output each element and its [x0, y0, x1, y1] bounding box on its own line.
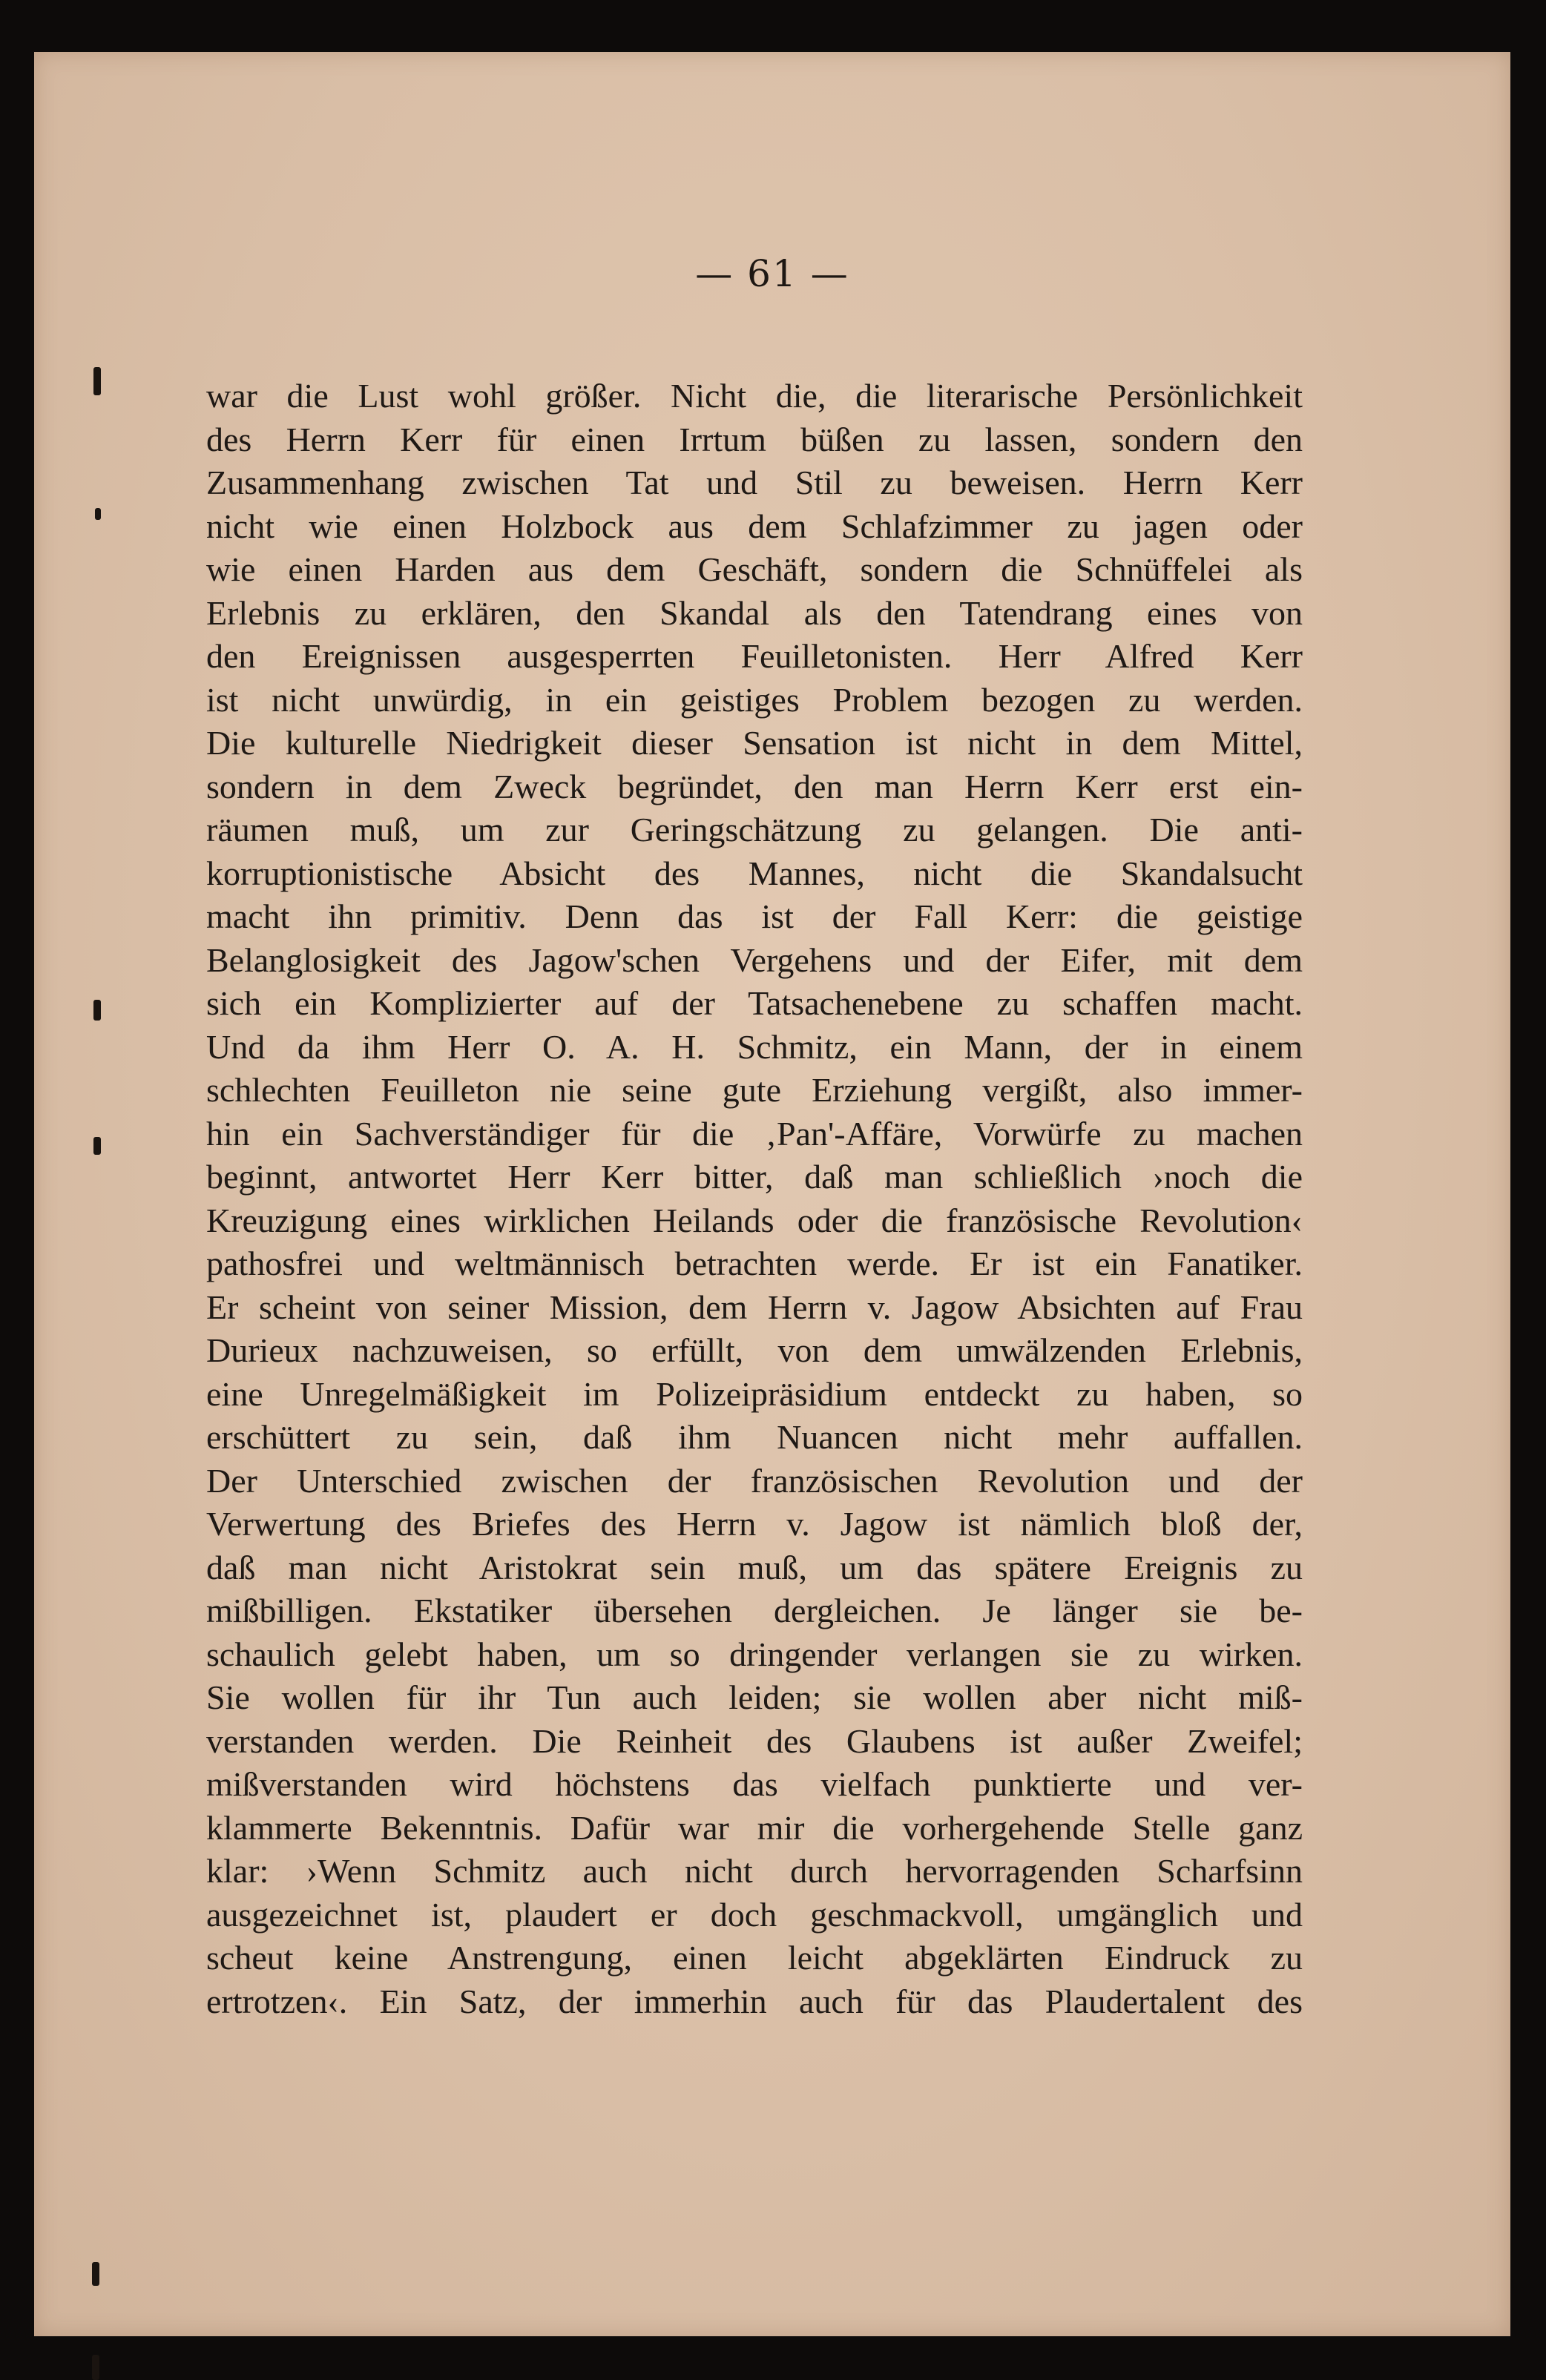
text-line: schaulich gelebt haben, um so dringender verlangen sie zu wirken. [206, 1635, 1303, 1673]
text-line: mißverstanden wird höchstens das vielfach punktierte und ver- [206, 1765, 1303, 1803]
text-line: schlechten Feuilleton nie seine gute Erziehung vergißt, also immer- [206, 1071, 1303, 1109]
text-line: eine Unregelmäßigkeit im Polizeipräsidium entdeckt zu haben, so [206, 1374, 1303, 1413]
text-line: den Ereignissen ausgesperrten Feuilletonisten. Herr Alfred Kerr [206, 637, 1303, 675]
text-line: sich ein Komplizierter auf der Tatsachenebene zu schaffen macht. [206, 984, 1303, 1022]
text-line: Er scheint von seiner Mission, dem Herrn v. Jagow Absichten auf Frau [206, 1288, 1303, 1326]
binding-mark [92, 2355, 99, 2380]
text-line: ertrotzen‹. Ein Satz, der immerhin auch für das Plaudertalent des [206, 1982, 1303, 2020]
text-line: scheut keine Anstrengung, einen leicht abgeklärten Eindruck zu [206, 1939, 1303, 1977]
text-line: daß man nicht Aristokrat sein muß, um das spätere Ereignis zu [206, 1548, 1303, 1586]
text-line: nicht wie einen Holzbock aus dem Schlafzimmer zu jagen oder [206, 507, 1303, 545]
text-line: Sie wollen für ihr Tun auch leiden; sie wollen aber nicht miß- [206, 1678, 1303, 1716]
text-line: Die kulturelle Niedrigkeit dieser Sensation ist nicht in dem Mittel, [206, 724, 1303, 762]
page-number: — 61 — [695, 252, 849, 295]
text-line: Verwertung des Briefes des Herrn v. Jagow ist nämlich bloß der, [206, 1505, 1303, 1543]
text-line: sondern in dem Zweck begründet, den man Herrn Kerr erst ein- [206, 767, 1303, 805]
text-line: ist nicht unwürdig, in ein geistiges Problem bezogen zu werden. [206, 680, 1303, 719]
text-line: Erlebnis zu erklären, den Skandal als den Tatendrang eines von [206, 593, 1303, 632]
text-line: Der Unterschied zwischen der französischen Revolution und der [206, 1461, 1303, 1500]
binding-mark [95, 508, 101, 520]
text-line: räumen muß, um zur Geringschätzung zu gelangen. Die anti- [206, 811, 1303, 848]
binding-mark [92, 2262, 99, 2286]
text-line: war die Lust wohl größer. Nicht die, die literarische Persönlichkeit [206, 377, 1303, 415]
text-line: verstanden werden. Die Reinheit des Glaubens ist außer Zweifel; [206, 1721, 1303, 1760]
text-line: korruptionistische Absicht des Mannes, nicht die Skandalsucht [206, 854, 1303, 892]
binding-mark [93, 1137, 101, 1155]
text-line: hin ein Sachverständiger für die ‚Pan'-Affäre, Vorwürfe zu machen [206, 1114, 1303, 1153]
binding-mark [93, 1000, 101, 1021]
text-line: erschüttert zu sein, daß ihm Nuancen nicht mehr auffallen. [206, 1418, 1303, 1456]
text-line: wie einen Harden aus dem Geschäft, sondern die Schnüffelei als [206, 550, 1303, 588]
body-text [206, 375, 1303, 2023]
text-line: Und da ihm Herr O. A. H. Schmitz, ein Mann, der in einem [206, 1027, 1303, 1066]
text-line: Durieux nachzuweisen, so erfüllt, von dem umwälzenden Erlebnis, [206, 1331, 1303, 1369]
text-line: Belanglosigkeit des Jagow'schen Vergehens und der Eifer, mit dem [206, 940, 1303, 979]
text-line: des Herrn Kerr für einen Irrtum büßen zu lassen, sondern den [206, 420, 1303, 458]
binding-mark [93, 367, 101, 395]
text-line: Kreuzigung eines wirklichen Heilands oder die französische Revolution‹ [206, 1201, 1303, 1239]
text-line: klammerte Bekenntnis. Dafür war mir die vorhergehende Stelle ganz [206, 1808, 1303, 1847]
text-line: pathosfrei und weltmännisch betrachten werde. Er ist ein Fanatiker. [206, 1245, 1303, 1282]
text-line: mißbilligen. Ekstatiker übersehen dergleichen. Je länger sie be- [206, 1592, 1303, 1629]
book-page [34, 52, 1510, 2336]
text-line: klar: ›Wenn Schmitz auch nicht durch hervorragenden Scharfsinn [206, 1852, 1303, 1890]
text-line: Zusammenhang zwischen Tat und Stil zu beweisen. Herrn Kerr [206, 464, 1303, 501]
text-line: macht ihn primitiv. Denn das ist der Fall Kerr: die geistige [206, 897, 1303, 935]
text-line: beginnt, antwortet Herr Kerr bitter, daß man schließlich ›noch die [206, 1158, 1303, 1196]
text-line: ausgezeichnet ist, plaudert er doch geschmackvoll, umgänglich und [206, 1895, 1303, 1934]
